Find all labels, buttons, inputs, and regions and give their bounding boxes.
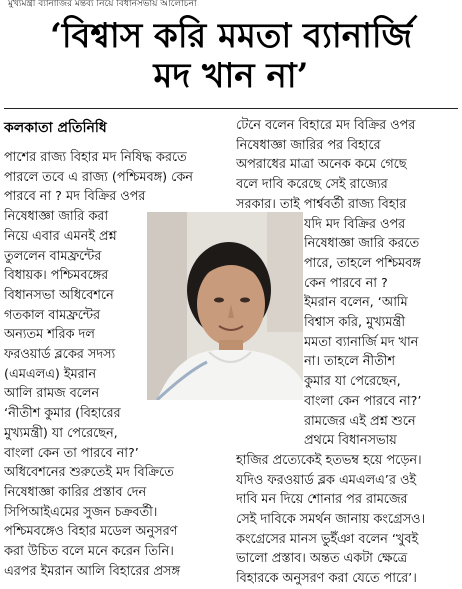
article-line: টেনে বলেন বিহারে মদ বিক্রির ওপর bbox=[236, 118, 416, 133]
col2-bottom-block bbox=[236, 451, 458, 589]
headline bbox=[0, 16, 462, 96]
article-line: রামজের এই প্রশ্ন শুনে bbox=[304, 413, 416, 429]
article-line: বাংলা কেন পারবে না?’ bbox=[304, 393, 422, 409]
top-strip-text: মুখ্যমন্ত্রী ব্যানার্জির মন্তব্য নিয়ে বিধানসভায় আলোচনা bbox=[8, 0, 197, 9]
article-line: সেই দাবিকে সমর্থন জানায় কংগ্রেসও। bbox=[236, 512, 426, 528]
article-line: অধিবেশনের শুরুতেই মদ বিক্রিতে bbox=[4, 465, 174, 481]
article-line: সরকার। তাই পার্শ্ববর্তী রাজ্য বিহার bbox=[236, 196, 407, 212]
article-line: নিষেধাজ্ঞা জারি করা bbox=[4, 209, 109, 225]
portrait-illustration bbox=[147, 212, 303, 400]
article-line: সিপিআইএমের সুজন চক্রবর্তী। bbox=[4, 504, 158, 520]
article-line: মমতা ব্যানার্জি মদ খান bbox=[304, 334, 419, 350]
article-line: নিয়ে এবার এমনই প্রশ্ন bbox=[4, 228, 117, 244]
article-line: আলি রামজ বলেন bbox=[4, 386, 100, 402]
article-line: নিষেধাজ্ঞা জারি করতে bbox=[304, 236, 420, 252]
article-line: না। তাহলে নীতীশ bbox=[304, 354, 395, 370]
article-line: ফরওয়ার্ড ব্লকের সদস্য bbox=[4, 347, 116, 363]
article-line: ‘নীতীশ কুমার (বিহারের bbox=[4, 406, 121, 422]
article-line: এরপর ইমরান আলি বিহারের প্রসঙ্গ bbox=[4, 563, 180, 579]
article-line: পারলে তবে এ রাজ্য (পশ্চিমবঙ্গ) কেন bbox=[4, 169, 193, 185]
article-line: নিষেধাজ্ঞা জারির পর বিহারে bbox=[236, 137, 381, 153]
headline-line-2: মদ খান না’ bbox=[153, 56, 309, 96]
article-line: (এমএলএ) ইমরান bbox=[4, 366, 97, 382]
article-line: বলে দাবি করেছে সেই রাজ্যের bbox=[236, 177, 388, 193]
article-line: বিশ্বাস করি, মুখ্যমন্ত্রী bbox=[304, 315, 405, 331]
portrait-photo bbox=[147, 212, 303, 400]
article-line: অন্যতম শরিক দল bbox=[4, 327, 95, 343]
article-line: বাংলা কেন তা পারবে না?’ bbox=[4, 445, 139, 461]
article-line: কুমার যা পেরেছেন, bbox=[304, 374, 401, 390]
article-line: কেন পারবে না ? bbox=[304, 275, 388, 291]
article-line: তুললেন বামফ্রন্টের bbox=[4, 248, 102, 264]
headline-rule bbox=[4, 108, 458, 109]
article-line: বিধানসভা অধিবেশনে bbox=[4, 287, 114, 303]
article-line: পশ্চিমবঙ্গেও বিহার মডেল অনুসরণ bbox=[4, 524, 178, 540]
headline-line-1: ‘বিশ্বাস করি মমতা ব্যানার্জি bbox=[49, 16, 412, 56]
article-line: পারবে না ? মদ বিক্রির ওপর bbox=[4, 189, 146, 205]
article-line: গতকাল বামফ্রন্টের bbox=[4, 307, 100, 323]
article-line: করা উচিত বলে মনে করেন তিনি। bbox=[4, 544, 174, 560]
col2-top-block bbox=[236, 116, 458, 215]
article-line: যদি মদ বিক্রির ওপর bbox=[304, 216, 406, 232]
article-line: প্রথমে বিধানসভায় bbox=[304, 433, 397, 449]
article-line: পারে, তাহলে পশ্চিমবঙ্গ bbox=[304, 255, 421, 271]
article-line: অপরাধের মাত্রা অনেক কমে গেছে bbox=[236, 157, 407, 173]
col1-top-block bbox=[4, 148, 226, 207]
article-line: পাশের রাজ্য বিহার মদ নিষিদ্ধ করতে bbox=[4, 150, 187, 165]
article-line: মুখ্যমন্ত্রী) যা পেরেছেন, bbox=[4, 425, 118, 441]
article-line: বিহারকে অনুসরণ করা যেতে পারে’। bbox=[236, 571, 417, 587]
article-line: ভালো প্রস্তাব। অন্তত একটা ক্ষেত্রে bbox=[236, 551, 408, 567]
col2-wrap-block bbox=[304, 215, 458, 451]
article-line: ইমরান বলেন, ‘আমি bbox=[304, 295, 408, 311]
article-line: কংগ্রেসের মানস ভুইঁঞা বলেন ‘খুবই bbox=[236, 531, 419, 547]
article-line: বিধায়ক। পশ্চিমবঙ্গের bbox=[4, 268, 109, 284]
article-line: নিষেধাজ্ঞা কারির প্রস্তাব দেন bbox=[4, 484, 147, 500]
col1-wrap-block bbox=[4, 207, 140, 443]
article-line: হাজির প্রত্যেকেই হতভম্ব হয়ে পড়েন। bbox=[236, 452, 422, 468]
article-line: দাবি মন দিয়ে শোনার পর রামজের bbox=[236, 492, 408, 508]
byline: কলকাতা প্রতিনিধি bbox=[4, 120, 107, 136]
article-line: যদিও ফরওয়ার্ড ব্লক এমএলএ’র ওই bbox=[236, 472, 417, 488]
col1-bottom-block bbox=[4, 444, 226, 582]
